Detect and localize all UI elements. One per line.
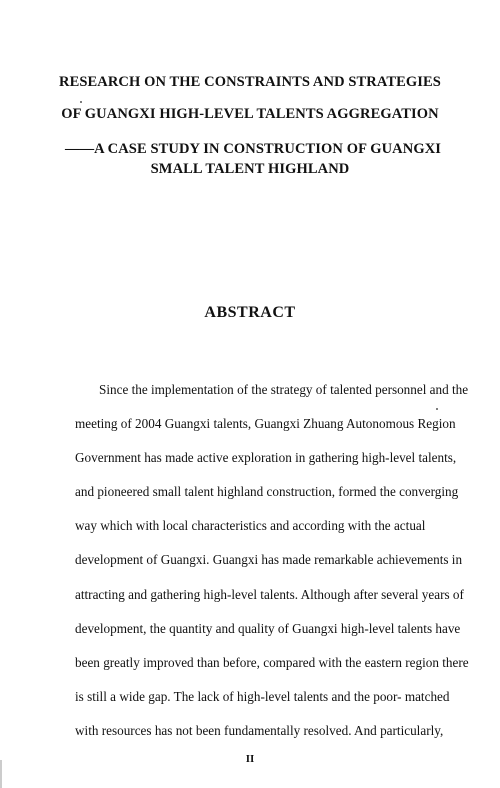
body-line: development of Guangxi. Guangxi has made remarkable achievements in — [75, 552, 463, 568]
abstract-body — [75, 373, 469, 748]
page-number: II — [245, 753, 255, 765]
abstract-heading: ABSTRACT — [204, 304, 296, 321]
body-line: and pioneered small talent highland construction, formed the converging — [75, 484, 459, 500]
body-line: meeting of 2004 Guangxi talents, Guangxi Zhuang Autonomous Region — [75, 416, 456, 432]
body-line: attracting and gathering high-level talents. Although after several years of — [75, 586, 464, 602]
body-line: is still a wide gap. The lack of high-level talents and the poor- matched — [75, 688, 450, 704]
body-line: Since the implementation of the strategy of talented personnel and the — [99, 382, 469, 397]
body-line: development, the quantity and quality of Guangxi high-level talents have — [75, 620, 461, 636]
subtitle-line-1: ——A CASE STUDY IN CONSTRUCTION OF GUANGXI — [64, 141, 442, 157]
body-line: way which with local characteristics and according with the actual — [75, 518, 426, 534]
title-line-1: RESEARCH ON THE CONSTRAINTS AND STRATEGIES — [59, 74, 441, 90]
scan-speck — [436, 408, 438, 410]
title-line-2: OF GUANGXI HIGH-LEVEL TALENTS AGGREGATION — [61, 106, 439, 122]
body-line: with resources has not been fundamentally resolved. And particularly, — [75, 722, 444, 738]
subtitle-line-2: SMALL TALENT HIGHLAND — [150, 161, 350, 177]
body-line: Government has made active exploration in gathering high-level talents, — [75, 450, 457, 466]
title-block — [0, 72, 500, 179]
body-line: been greatly improved than before, compared with the eastern region there — [75, 654, 469, 670]
